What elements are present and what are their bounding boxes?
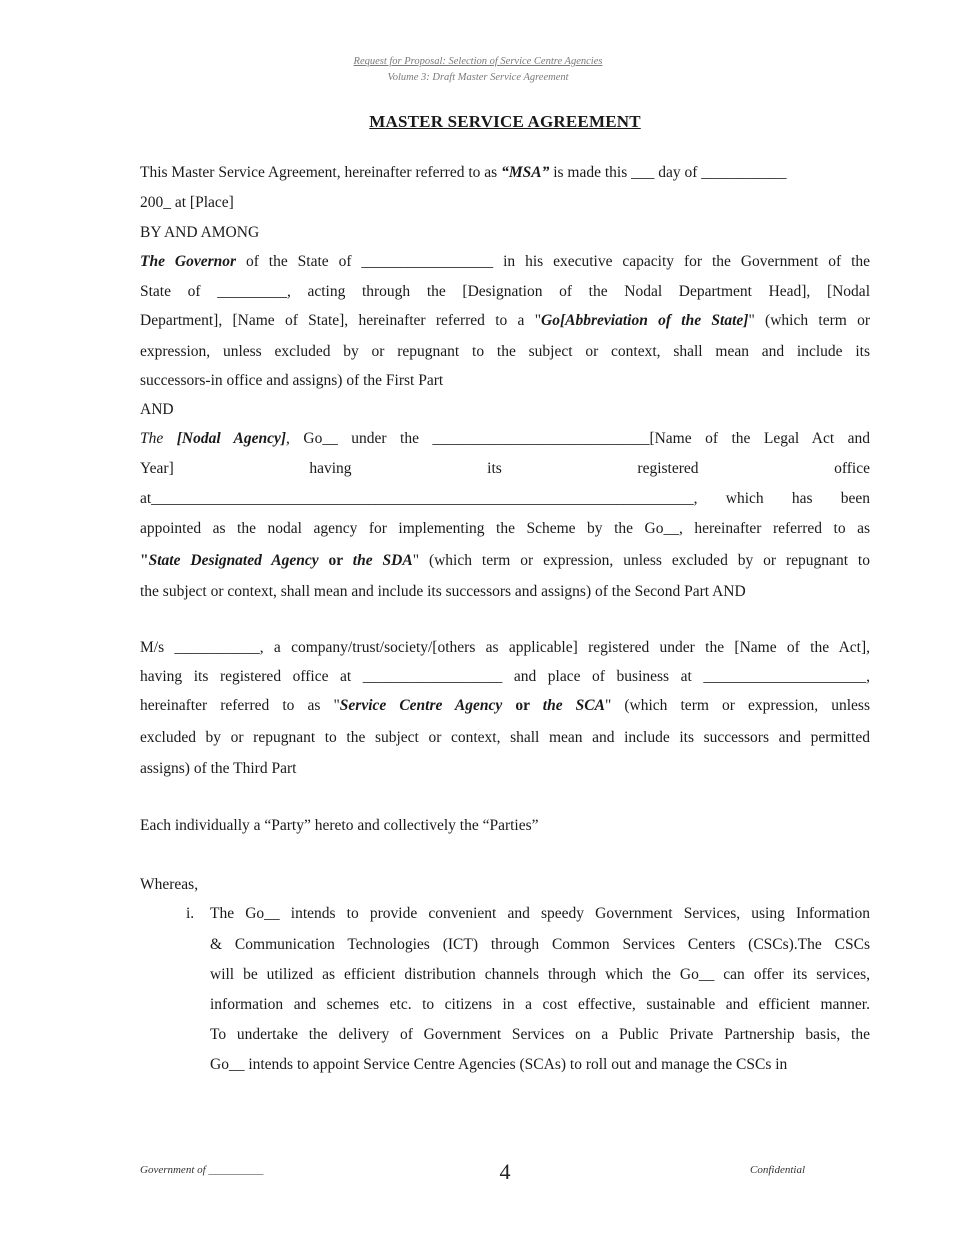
nodal-agency-term: [Nodal Agency]	[176, 430, 287, 447]
parties-definition: Each individually a “Party” hereto and collectively the “Parties”	[140, 817, 539, 834]
nodal-line-4: appointed as the nodal agency for implementing the Scheme by the Go__, hereinafter referred to as	[140, 520, 870, 537]
sca-line-1: M/s ___________, a company/trust/society/[others as applicable] registered under the [Name of the Act],	[140, 639, 870, 656]
recital-line-4: information and schemes etc. to citizens in a cost effective, sustainable and efficient manner.	[210, 996, 870, 1013]
sca-line-3: hereinafter referred to as "Service Centre Agency or the SCA" (which term or expression, unless	[140, 697, 870, 714]
sda-term: State Designated Agency	[148, 552, 319, 569]
governor-term: The Governor	[140, 253, 237, 270]
sca-line-2: having its registered office at __________________ and place of business at _____________________,	[140, 668, 870, 685]
governor-line-2: State of _________, acting through the [Designation of the Nodal Department Head], [Nodal	[140, 283, 870, 300]
nodal-line-5: "State Designated Agency or the SDA" (which term or expression, unless excluded by or repugnant to	[140, 552, 870, 569]
nodal-line-1: The [Nodal Agency], Go__ under the ____________________________[Name of the Legal Act and	[140, 430, 870, 447]
governor-line-5: successors-in office and assigns) of the First Part	[140, 372, 444, 389]
header-line-2: Volume 3: Draft Master Service Agreement	[387, 72, 569, 83]
recital-line-1: The Go__ intends to provide convenient and speedy Government Services, using Information	[210, 905, 870, 922]
governor-line-1: The Governor of the State of _________________ in his executive capacity for the Government of the	[140, 253, 871, 270]
whereas-heading: Whereas,	[140, 876, 199, 893]
recital-line-6: Go__ intends to appoint Service Centre Agencies (SCAs) to roll out and manage the CSCs in	[210, 1056, 788, 1073]
sca-term: Service Centre Agency	[339, 697, 503, 714]
by-and-among: BY AND AMONG	[140, 224, 260, 241]
footer-confidential: Confidential	[750, 1164, 805, 1176]
recital-line-5: To undertake the delivery of Government Services on a Public Private Partnership basis, the	[210, 1026, 870, 1043]
page-number: 4	[499, 1159, 511, 1184]
governor-line-4: expression, unless excluded by or repugnant to the subject or context, shall mean and include its	[140, 343, 870, 360]
sca-line-5: assigns) of the Third Part	[140, 760, 297, 777]
nodal-line-6: the subject or context, shall mean and include its successors and assigns) of the Second Part AND	[140, 583, 746, 600]
recital-number: i.	[186, 905, 195, 922]
and-separator: AND	[140, 401, 174, 418]
recital-line-2: & Communication Technologies (ICT) through Common Services Centers (CSCs).The CSCs	[210, 936, 870, 953]
footer-government: Government of __________	[140, 1164, 264, 1176]
nodal-line-3: at______________________________________________________________________, which has been	[140, 490, 870, 507]
intro-line-1: This Master Service Agreement, hereinafter referred to as “MSA” is made this ___ day of ___________	[140, 164, 787, 181]
go-abbreviation-term: Go[Abbreviation of the State]	[541, 312, 749, 329]
recital-line-3: will be utilized as efficient distribution channels through which the Go__ can offer its services,	[210, 966, 870, 983]
msa-term: “MSA”	[501, 164, 550, 181]
sca-line-4: excluded by or repugnant to the subject or context, shall mean and include its successors and permitted	[140, 729, 870, 746]
intro-line-2: 200_ at [Place]	[140, 194, 234, 211]
document-title: MASTER SERVICE AGREEMENT	[369, 112, 641, 131]
header-line-1: Request for Proposal: Selection of Service Centre Agencies	[353, 56, 603, 67]
governor-line-3: Department], [Name of State], hereinafter referred to a "Go[Abbreviation of the State]" (which term or	[140, 312, 870, 329]
nodal-line-2: Year] having its registered office	[140, 460, 870, 477]
